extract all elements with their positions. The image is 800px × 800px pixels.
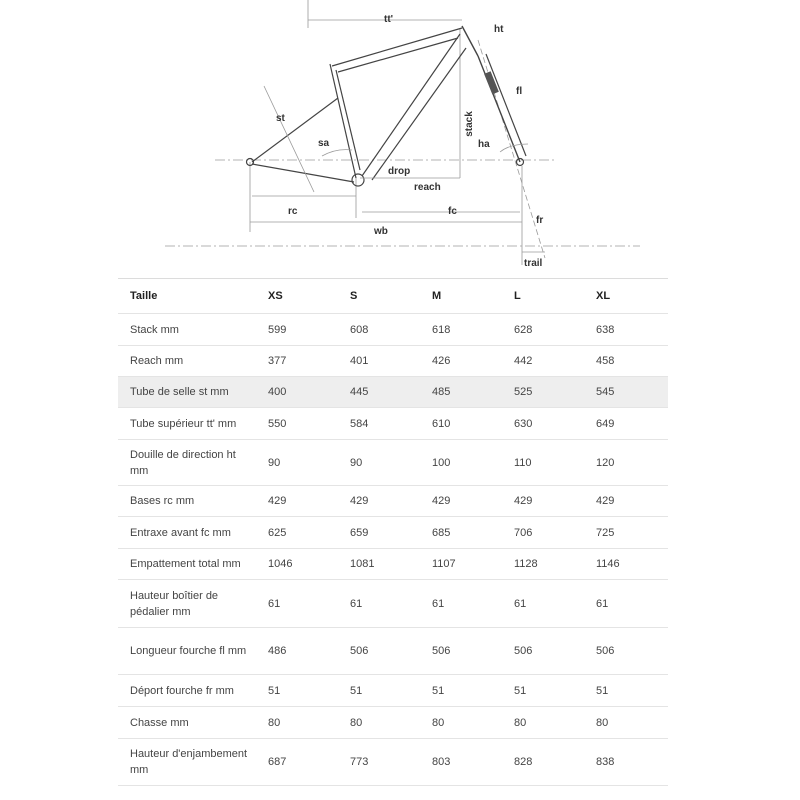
table-cell: 51 (350, 684, 363, 697)
table-row (118, 549, 668, 580)
table-row (118, 440, 668, 486)
table-row (118, 675, 668, 707)
table-cell: 506 (596, 645, 615, 657)
table-cell: 1146 (596, 558, 620, 570)
table-cell: 1081 (350, 558, 375, 570)
table-cell: 51 (596, 684, 609, 697)
table-cell: 599 (268, 323, 287, 336)
table-cell: 429 (268, 495, 287, 507)
head-tube (462, 26, 478, 56)
row-label: Déport fourche fr mm (130, 684, 234, 697)
table-cell: 100 (432, 456, 451, 469)
table-cell: 506 (514, 645, 533, 657)
label-wb: wb (374, 226, 388, 237)
label-fr: fr (536, 215, 544, 226)
row-label: Longueur fourche fl mm (130, 645, 247, 657)
row-label: Reach mm (130, 355, 184, 367)
row-label: Tube de selle st mm (130, 386, 229, 398)
table-cell: 426 (432, 355, 451, 367)
table-cell: 638 (596, 323, 615, 336)
label-ha: ha (478, 139, 490, 150)
fork-crown (484, 71, 499, 94)
table-cell: 610 (432, 417, 451, 430)
table-cell: 442 (514, 355, 533, 367)
table-row (118, 739, 668, 786)
label-trail: trail (524, 258, 543, 269)
label-st: st (276, 113, 285, 124)
table-cell: 61 (514, 597, 527, 610)
table-cell: 725 (596, 526, 615, 539)
label-sa: sa (318, 138, 330, 149)
table-cell: 1046 (268, 558, 293, 570)
table-cell: 485 (432, 386, 451, 398)
table-cell: 773 (350, 756, 369, 768)
label-rc: rc (288, 206, 298, 217)
top-tube-lower (338, 38, 458, 72)
table-cell: 90 (350, 456, 363, 469)
table-cell: 659 (350, 526, 369, 539)
table-cell: 1128 (514, 558, 538, 570)
table-cell: 628 (514, 323, 533, 336)
table-cell: 80 (432, 716, 445, 729)
down-tube (362, 34, 460, 176)
column-header-label: Taille (130, 290, 158, 302)
table-cell: 445 (350, 386, 369, 398)
table-row (118, 580, 668, 628)
table-cell: 429 (596, 495, 615, 507)
table-cell: 61 (268, 597, 281, 610)
fork-inner (486, 54, 526, 156)
table-cell: 649 (596, 417, 615, 430)
table-cell: 486 (268, 645, 287, 657)
row-label: Douille de direction ht mm (130, 448, 236, 477)
row-label: Hauteur d'enjambement mm (130, 748, 248, 776)
column-header-size: M (432, 290, 442, 302)
row-label: Empattement total mm (130, 558, 241, 570)
row-label: Bases rc mm (130, 495, 195, 507)
table-cell: 401 (350, 355, 369, 367)
table-row (118, 486, 668, 517)
table-header-row (118, 279, 668, 314)
table-cell: 618 (432, 323, 451, 336)
table-cell: 685 (432, 526, 451, 539)
row-label: Stack mm (130, 323, 179, 336)
row-label: Entraxe avant fc mm (130, 526, 231, 539)
table-cell: 61 (596, 597, 609, 610)
table-row (118, 377, 668, 408)
table-row (118, 628, 668, 675)
table-row (118, 346, 668, 377)
table-cell: 545 (596, 386, 615, 398)
sa-arc (322, 150, 352, 156)
column-header-size: XS (268, 290, 283, 302)
row-label: Hauteur boîtier de pédalier mm (130, 589, 219, 618)
frame-drawing (0, 0, 800, 275)
row-label: Chasse mm (130, 716, 189, 729)
label-stack: stack (464, 111, 475, 137)
table-row (118, 314, 668, 346)
table-cell: 80 (514, 716, 527, 729)
table-cell: 525 (514, 386, 533, 398)
table-cell: 506 (432, 645, 451, 657)
column-header-size: L (514, 290, 521, 302)
label-ht: ht (494, 24, 504, 35)
table-cell: 706 (514, 526, 533, 539)
column-header-size: XL (596, 290, 611, 302)
table-cell: 110 (514, 456, 532, 469)
table-cell: 828 (514, 756, 533, 768)
table-cell: 687 (268, 756, 287, 768)
table-cell: 630 (514, 417, 533, 430)
table-row (118, 517, 668, 549)
table-cell: 803 (432, 756, 451, 768)
label-reach: reach (414, 182, 441, 193)
table-cell: 61 (350, 597, 363, 610)
table-cell: 429 (514, 495, 533, 507)
table-cell: 51 (514, 684, 527, 697)
table-cell: 506 (350, 645, 369, 657)
column-header-size: S (350, 290, 358, 302)
table-cell: 429 (350, 495, 369, 507)
table-cell: 51 (268, 684, 281, 697)
table-row (118, 408, 668, 440)
geometry-table (118, 278, 668, 786)
table-cell: 377 (268, 355, 287, 367)
table-cell: 120 (596, 456, 615, 469)
table-cell: 550 (268, 417, 287, 430)
seat-tube-inner (336, 70, 360, 170)
table-cell: 625 (268, 526, 287, 539)
table-row (118, 707, 668, 739)
table-cell: 61 (432, 597, 445, 610)
label-fc: fc (448, 206, 457, 217)
bottom-bracket (352, 174, 364, 186)
table-cell: 80 (596, 716, 609, 729)
label-fl: fl (516, 86, 523, 97)
chain-stay (252, 164, 354, 182)
label-drop: drop (388, 166, 411, 177)
table-cell: 584 (350, 417, 369, 430)
table-cell: 90 (268, 456, 281, 469)
table-cell: 80 (350, 716, 363, 729)
geometry-diagram (0, 0, 800, 275)
seat-tube (330, 64, 356, 178)
row-label: Tube supérieur tt' mm (130, 417, 237, 430)
table-cell: 400 (268, 386, 287, 398)
label-tt: tt' (384, 14, 394, 25)
table-cell: 429 (432, 495, 451, 507)
table-cell: 458 (596, 355, 615, 367)
table-cell: 1107 (432, 558, 456, 570)
table-cell: 608 (350, 323, 369, 336)
table-cell: 838 (596, 756, 615, 768)
st-dimension (264, 86, 314, 192)
table-cell: 80 (268, 716, 281, 729)
table-cell: 51 (432, 684, 445, 697)
